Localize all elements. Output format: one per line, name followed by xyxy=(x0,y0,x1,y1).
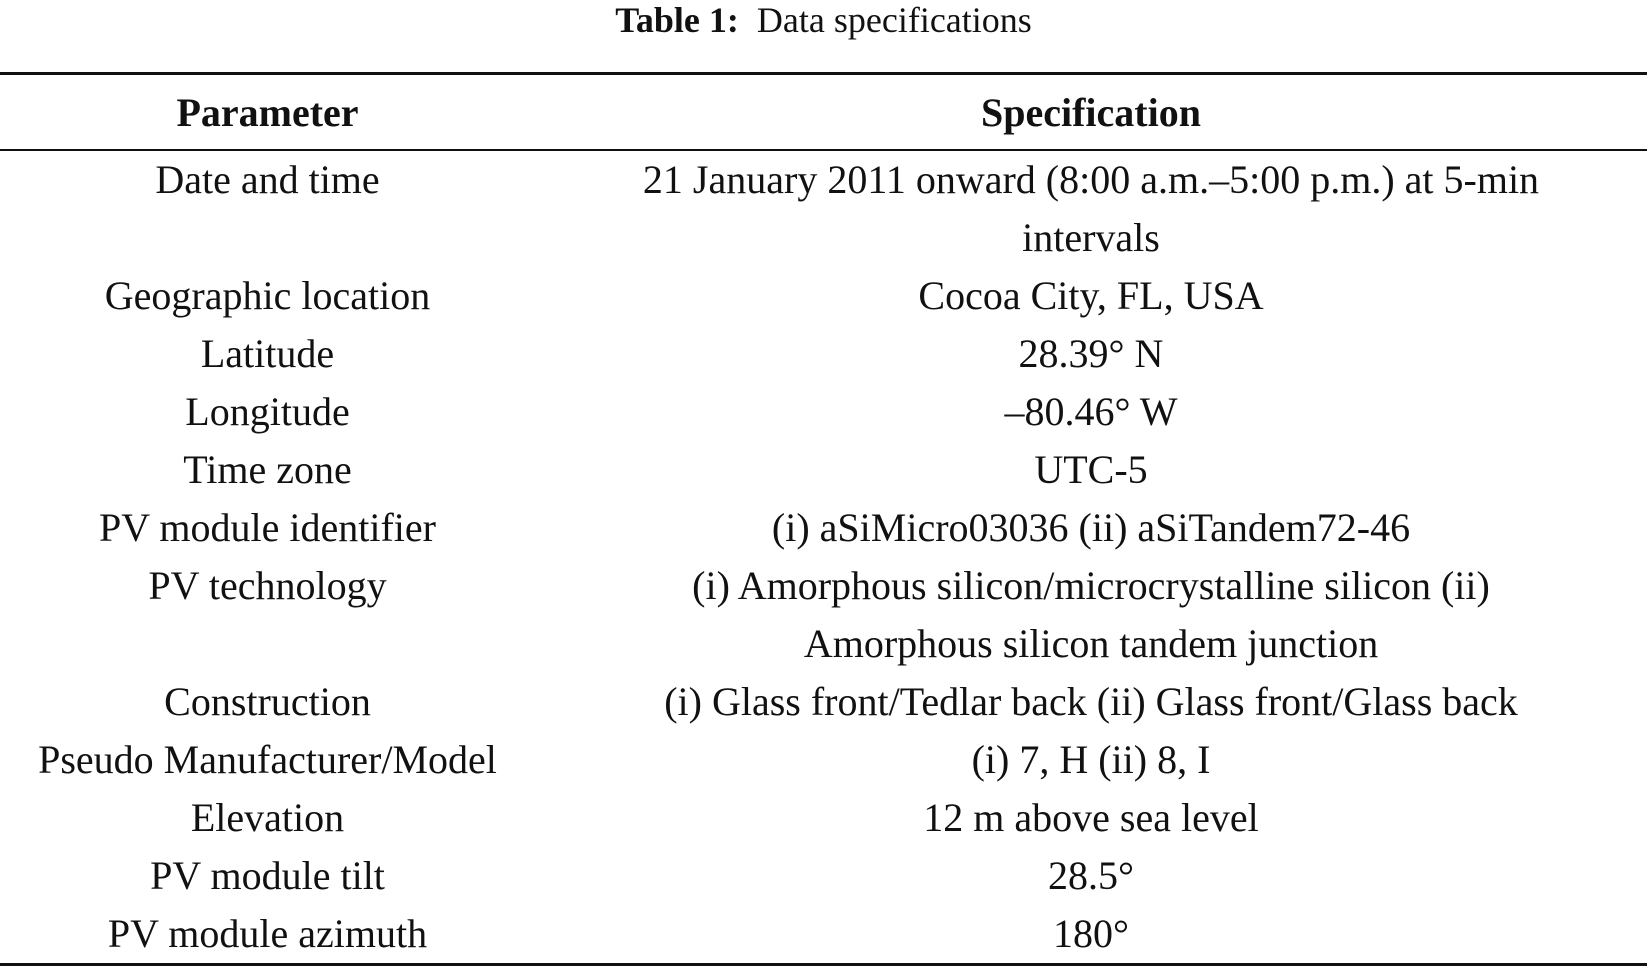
parameter-cell: PV technology xyxy=(148,563,387,608)
table-row xyxy=(0,557,1647,673)
table-caption xyxy=(0,0,1647,40)
table-row xyxy=(0,150,1647,267)
parameter-cell: Geographic location xyxy=(104,273,431,318)
parameter-cell: Latitude xyxy=(200,331,335,376)
table-row xyxy=(0,441,1647,499)
table-row xyxy=(0,789,1647,847)
parameter-cell: Elevation xyxy=(190,795,345,840)
parameter-cell: Longitude xyxy=(185,389,350,434)
header-parameter: Parameter xyxy=(176,89,359,135)
specification-cell: –80.46° W xyxy=(1004,389,1178,434)
parameter-cell: Date and time xyxy=(155,157,380,202)
specification-cell: (i) 7, H (ii) 8, I xyxy=(971,737,1211,782)
parameter-cell: PV module azimuth xyxy=(107,911,428,956)
parameter-cell: Construction xyxy=(164,679,371,724)
parameter-cell: Time zone xyxy=(183,447,352,492)
table-header-row xyxy=(0,74,1647,151)
parameter-cell: PV module tilt xyxy=(150,853,385,898)
parameter-cell: Pseudo Manufacturer/Model xyxy=(38,737,497,782)
specification-cell: 180° xyxy=(1053,911,1129,956)
table-caption-label: Table 1: xyxy=(615,0,739,40)
specification-cell: 28.5° xyxy=(1048,853,1134,898)
specification-cell: 28.39° N xyxy=(1018,331,1164,376)
table-row xyxy=(0,905,1647,965)
table-row xyxy=(0,731,1647,789)
table-row xyxy=(0,325,1647,383)
table-row xyxy=(0,673,1647,731)
header-specification: Specification xyxy=(981,89,1201,135)
table-row xyxy=(0,499,1647,557)
specification-cell: (i) Glass front/Tedlar back (ii) Glass front/Glass back xyxy=(664,679,1518,724)
table-caption-text: Data specifications xyxy=(756,0,1032,40)
specification-cell: (i) aSiMicro03036 (ii) aSiTandem72-46 xyxy=(771,505,1411,550)
specification-cell: (i) Amorphous silicon/microcrystalline silicon (ii) Amorphous silicon tandem junction xyxy=(692,563,1490,666)
specification-cell: UTC-5 xyxy=(1034,447,1148,492)
data-specifications-table xyxy=(0,72,1647,966)
table-row xyxy=(0,383,1647,441)
specification-cell: 21 January 2011 onward (8:00 a.m.–5:00 p.m.) at 5-min intervals xyxy=(642,157,1540,260)
specification-cell: 12 m above sea level xyxy=(923,795,1259,840)
parameter-cell: PV module identifier xyxy=(99,505,436,550)
specification-cell: Cocoa City, FL, USA xyxy=(918,273,1264,318)
specifications-table xyxy=(0,72,1647,966)
table-row xyxy=(0,847,1647,905)
table-row xyxy=(0,267,1647,325)
